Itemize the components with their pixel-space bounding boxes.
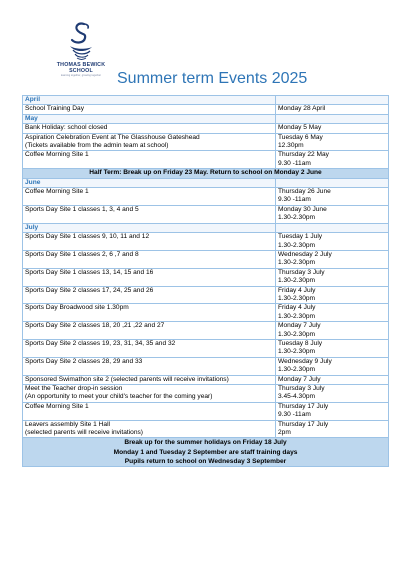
month-heading: April (23, 96, 276, 105)
event-cell: Sports Day Site 1 classes 1, 3, 4 and 5 (23, 205, 276, 223)
date-cell: Wednesday 2 July 1.30-2.30pm (276, 250, 389, 268)
table-row (23, 105, 389, 114)
event-cell: School Training Day (23, 105, 276, 114)
event-cell: Sports Day Site 1 classes 2, 6 ,7 and 8 (23, 250, 276, 268)
month-heading: May (23, 114, 276, 123)
event-cell: Leavers assembly Site 1 Hall (selected parents will receive invitations) (23, 420, 276, 438)
event-cell: Sports Day Broadwood site 1.30pm (23, 304, 276, 322)
table-row (23, 151, 389, 169)
page-title: Summer term Events 2025 (117, 70, 308, 87)
event-cell: Sports Day Site 2 classes 19, 23, 31, 34, 35 and 32 (23, 339, 276, 357)
table-row (23, 357, 389, 375)
summer-holiday-banner (23, 438, 389, 467)
events-body (23, 96, 389, 467)
swan-logo-icon (64, 20, 98, 62)
half-term-banner (23, 169, 389, 178)
event-cell: Sports Day Site 1 classes 13, 14, 15 and 16 (23, 268, 276, 286)
table-row (23, 205, 389, 223)
table-row (23, 250, 389, 268)
events-table (22, 95, 389, 467)
date-cell: Wednesday 9 July 1.30-2.30pm (276, 357, 389, 375)
date-cell: Tuesday 8 July 1.30-2.30pm (276, 339, 389, 357)
date-cell: Monday 30 June 1.30-2.30pm (276, 205, 389, 223)
month-heading-blank (276, 223, 389, 232)
half-term-banner-text: Half Term: Break up on Friday 23 May. Return to school on Monday 2 June (23, 169, 389, 178)
date-cell: Thursday 3 July 3.45-4.30pm (276, 385, 389, 403)
event-cell: Sports Day Site 1 classes 9, 10, 11 and 12 (23, 233, 276, 251)
event-cell: Coffee Morning Site 1 (23, 402, 276, 420)
date-cell: Tuesday 1 July 1.30-2.30pm (276, 233, 389, 251)
date-cell: Thursday 26 June 9.30 -11am (276, 188, 389, 206)
event-cell: Aspiration Celebration Event at The Glasshouse Gateshead (Tickets available from the admin team at school) (23, 133, 276, 151)
school-name-line2: SCHOOL (69, 68, 93, 74)
table-row (23, 124, 389, 133)
summer-holiday-banner-text: Break up for the summer holidays on Friday 18 July Monday 1 and Tuesday 2 September are staff training days Pupils return to school on Wednesday 3 September (23, 438, 389, 467)
month-row-june (23, 178, 389, 187)
school-name-line1: THOMAS BEWICK (56, 62, 106, 68)
date-cell: Friday 4 July 1.30-2.30pm (276, 304, 389, 322)
school-tagline: learning together, growing together (60, 74, 102, 77)
date-cell: Monday 28 April (276, 105, 389, 114)
table-row (23, 402, 389, 420)
month-row-july (23, 223, 389, 232)
month-heading-blank (276, 178, 389, 187)
table-row (23, 339, 389, 357)
date-cell: Tuesday 6 May 12.30pm (276, 133, 389, 151)
table-row (23, 385, 389, 403)
table-row (23, 133, 389, 151)
table-row (23, 268, 389, 286)
school-logo (46, 20, 116, 86)
event-cell: Sports Day Site 2 classes 18, 20 ,21 ,22 and 27 (23, 322, 276, 340)
table-row (23, 188, 389, 206)
table-row (23, 322, 389, 340)
month-heading-blank (276, 96, 389, 105)
table-row (23, 375, 389, 384)
month-row-may (23, 114, 389, 123)
month-heading: June (23, 178, 276, 187)
event-cell: Sports Day Site 2 classes 17, 24, 25 and 26 (23, 286, 276, 304)
date-cell: Thursday 22 May 9.30 -11am (276, 151, 389, 169)
date-cell: Monday 7 July 1.30-2.30pm (276, 322, 389, 340)
table-row (23, 286, 389, 304)
date-cell: Friday 4 July 1.30-2.30pm (276, 286, 389, 304)
date-cell: Monday 7 July (276, 375, 389, 384)
date-cell: Thursday 17 July 2pm (276, 420, 389, 438)
month-row-april (23, 96, 389, 105)
event-cell: Meet the Teacher drop-in session (An opportunity to meet your child's teacher for the coming year) (23, 385, 276, 403)
event-cell: Sponsored Swimathon site 2 (selected parents will receive invitations) (23, 375, 276, 384)
table-row (23, 304, 389, 322)
event-cell: Coffee Morning Site 1 (23, 151, 276, 169)
date-cell: Monday 5 May (276, 124, 389, 133)
event-cell: Sports Day Site 2 classes 28, 29 and 33 (23, 357, 276, 375)
table-row (23, 420, 389, 438)
event-cell: Coffee Morning Site 1 (23, 188, 276, 206)
month-heading-blank (276, 114, 389, 123)
date-cell: Thursday 17 July 9.30 -11am (276, 402, 389, 420)
month-heading: July (23, 223, 276, 232)
date-cell: Thursday 3 July 1.30-2.30pm (276, 268, 389, 286)
page-header (0, 0, 410, 95)
table-row (23, 233, 389, 251)
event-cell: Bank Holiday: school closed (23, 124, 276, 133)
